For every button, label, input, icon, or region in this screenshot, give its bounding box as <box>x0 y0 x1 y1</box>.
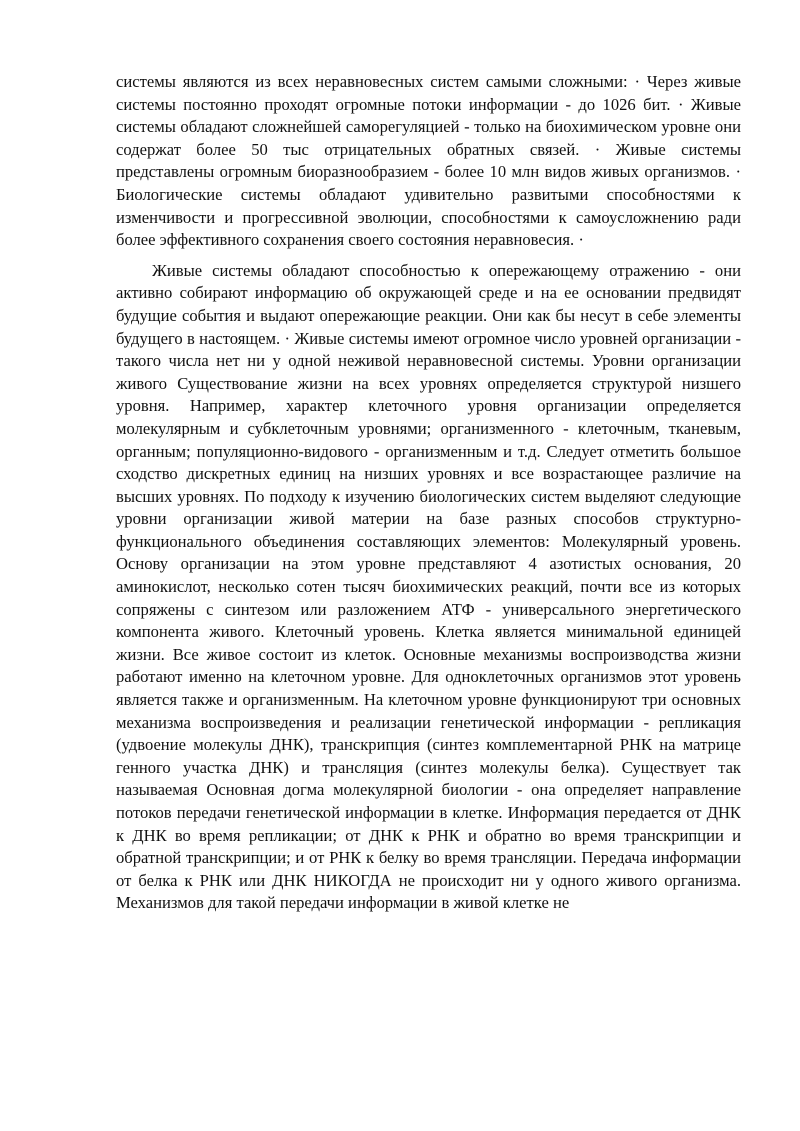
paragraph: системы являются из всех неравновесных систем самыми сложными: · Через живые системы постоянно проходят огромные потоки информации - до 1026 бит. · Живые системы обладают сложнейшей саморегуляцией - только на биохимическом уровне они содержат более 50 тыс отрицательных обратных связей. · Живые системы представлены огромным биоразнообразием - более 10 млн видов живых организмов. · Биологические системы обладают удивительно развитыми способностями к изменчивости и прогрессивной эволюции, способностями к самоусложнению ради более эффективного сохранения своего состояния неравновесия. · <box>116 72 741 250</box>
paragraph: Живые системы обладают способностью к опережающему отражению - они активно собирают информацию об окружающей среде и на ее основании предвидят будущие события и выдают опережающие реакции. Они как бы несут в себе элементы будущего в настоящем. · Живые системы имеют огромное число уровней организации - такого числа нет ни у одной неживой неравновесной системы. Уровни организации живого Существование жизни на всех уровнях определяется структурой низшего уровня. Например, характер клеточного уровня организации определяется молекулярным и субклеточным уровнями; организменного - клеточным, тканевым, органным; популяционно-видового - организменным и т.д. Следует отметить большое сходство дискретных единиц на низших уровнях и все возрастающее различие на высших уровнях. По подходу к изучению биологических систем выделяют следующие уровни организации живой материи на базе разных способов структурно-функционального объединения составляющих элементов: Молекулярный уровень. Основу организации на этом уровне представляют 4 азотистых основания, 20 аминокислот, несколько сотен тысяч биохимических реакций, почти все из которых сопряжены с синтезом или разложением АТФ - универсального энергетического компонента живого. Клеточный уровень. Клетка является минимальной единицей жизни. Все живое состоит из клеток. Основные механизмы воспроизводства жизни работают именно на клеточном уровне. Для одноклеточных организмов этот уровень является также и организменным. На клеточном уровне функционируют три основных механизма воспроизведения и реализации генетической информации - репликация (удвоение молекулы ДНК), транскрипция (синтез комплементарной РНК на матрице генного участка ДНК) и трансляция (синтез молекулы белка). Существует так называемая Основная догма молекулярной биологии - она определяет направление потоков передачи генетической информации в клетке. Информация передается от ДНК к ДНК во время репликации; от ДНК к РНК и обратно во время транскрипции и обратной транскрипции; и от РНК к белку во время трансляции. Передача информации от белка к РНК или ДНК НИКОГДА не происходит ни у одного живого организма. Механизмов для такой передачи информации в живой клетке не <box>116 260 741 913</box>
document-page <box>116 71 741 915</box>
